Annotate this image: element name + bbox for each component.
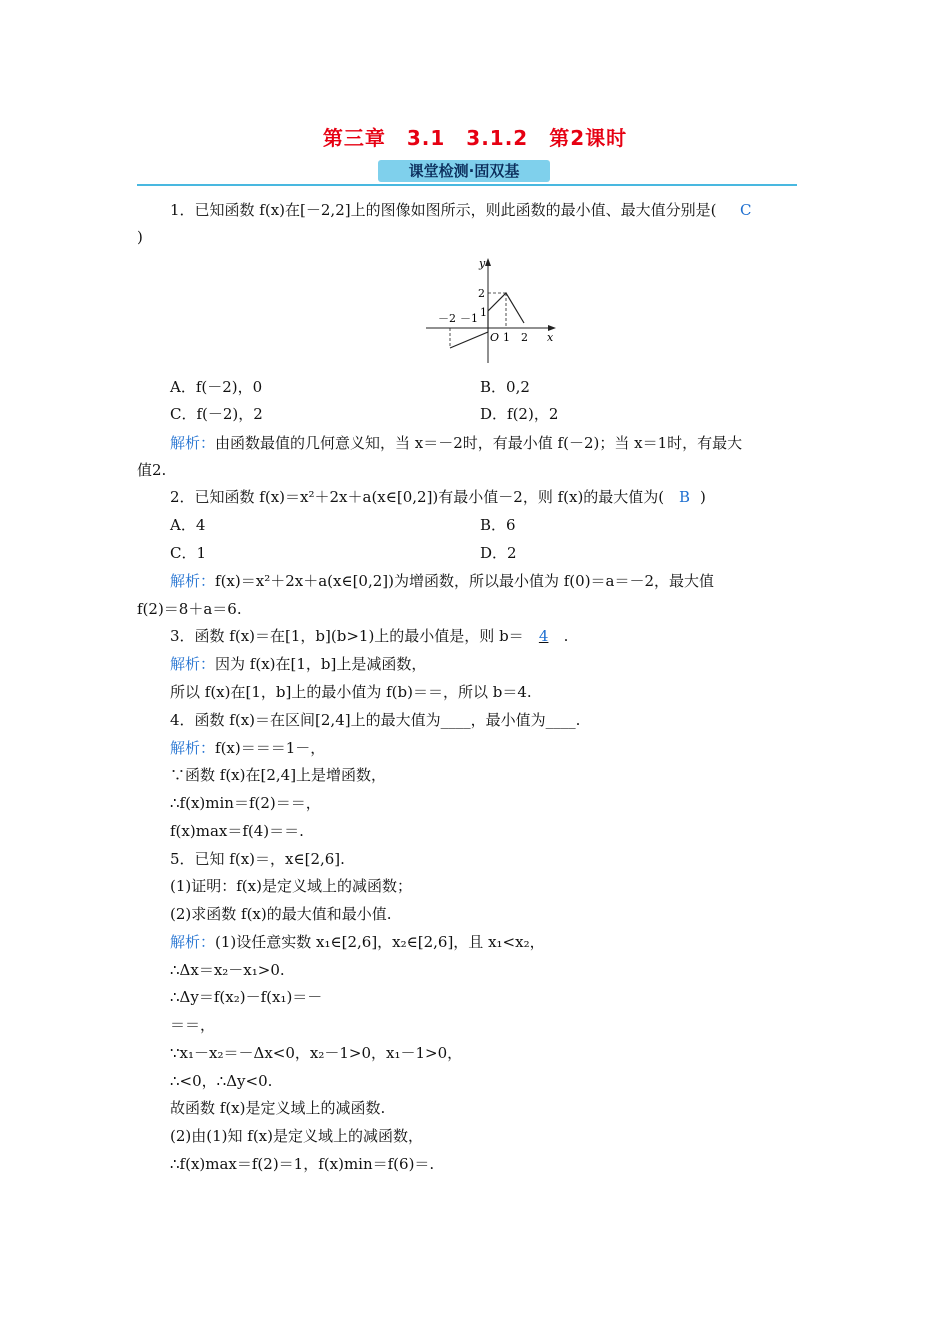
y-axis-arrow — [485, 258, 491, 266]
q5-explanation-line6: ∴<0，∴Δy<0. — [170, 1072, 273, 1090]
q5-explanation-line2: ∴Δx＝x₂－x₁>0. — [170, 961, 285, 979]
section-banner: 课堂检测·固双基 — [378, 160, 550, 182]
x-label: x — [547, 331, 554, 344]
q1-option-d: D．f(2)，2 — [480, 405, 559, 423]
q2-explanation-label: 解析： — [170, 572, 216, 590]
q1-stem-close: ) — [137, 228, 143, 246]
q1-stem-text: 1．已知函数 f(x)在[－2,2]上的图像如图所示，则此函数的最小值、最大值分别是( — [170, 201, 717, 219]
q3-explanation-label: 解析： — [170, 655, 216, 673]
q4-explanation — [170, 738, 325, 758]
q3-stem-text: 3．函数 f(x)＝在[1，b](b>1)上的最小值是，则 b＝ — [170, 627, 524, 645]
q5-explanation-line8: (2)由(1)知 f(x)是定义域上的减函数， — [170, 1127, 423, 1145]
q4-stem: 4．函数 f(x)＝在区间[2,4]上的最大值为____，最小值为____. — [170, 711, 581, 729]
q2-option-a: A．4 — [170, 516, 206, 534]
q2-option-d: D．2 — [480, 544, 517, 562]
q4-explanation-label: 解析： — [170, 739, 216, 757]
q3-stem — [170, 626, 568, 646]
tick-xneg1: －1 — [460, 312, 478, 325]
q1-stem — [170, 200, 752, 220]
q1-explanation-text: 由函数最值的几何意义知，当 x＝－2时，有最小值 f(－2)；当 x＝1时，有最大 — [215, 434, 743, 452]
page-title: 第三章 3.1 3.1.2 第2课时 — [322, 126, 628, 150]
tick-y1: 1 — [480, 306, 487, 319]
q1-explanation-label: 解析： — [170, 434, 216, 452]
q1-answer: C — [740, 201, 752, 219]
y-label: y — [479, 257, 486, 270]
header-rule — [137, 184, 797, 186]
q1-explanation-cont: 值2. — [137, 461, 167, 479]
q3-explanation-cont: 所以 f(x)在[1，b]上的最小值为 f(b)＝＝，所以 b＝4. — [170, 683, 532, 701]
q5-explanation-label: 解析： — [170, 933, 216, 951]
q3-explanation — [170, 654, 426, 674]
q4-explanation-line3: ∴f(x)min＝f(2)＝＝， — [170, 794, 321, 812]
q5-stem: 5．已知 f(x)＝，x∈[2,6]. — [170, 850, 345, 868]
q5-part1: (1)证明：f(x)是定义域上的减函数； — [170, 877, 412, 895]
q2-answer: B — [678, 488, 690, 506]
q5-explanation-text: (1)设任意实数 x₁∈[2,6]，x₂∈[2,6]，且 x₁<x₂， — [215, 933, 545, 951]
q1-option-b: B．0,2 — [480, 378, 530, 396]
q5-explanation-line9: ∴f(x)max＝f(2)＝1，f(x)min＝f(6)＝. — [170, 1155, 435, 1173]
q2-explanation-cont: f(2)＝8＋a＝6. — [137, 600, 242, 618]
q3-explanation-text: 因为 f(x)在[1，b]上是减函数， — [215, 655, 427, 673]
q2-option-b: B．6 — [480, 516, 516, 534]
q2-stem — [170, 487, 706, 507]
tick-x1: 1 — [503, 331, 510, 344]
q5-explanation-line4: ＝＝， — [170, 1016, 216, 1034]
q5-explanation — [170, 932, 545, 952]
q5-explanation-line3: ∴Δy＝f(x₂)－f(x₁)＝－ — [170, 988, 323, 1006]
q2-stem-text: 2．已知函数 f(x)＝x²＋2x＋a(x∈[0,2])有最小值－2，则 f(x)的最大值为( — [170, 488, 665, 506]
q1-function-graph — [420, 255, 560, 371]
tick-y2: 2 — [478, 287, 485, 300]
q1-option-c: C．f(－2)，2 — [170, 405, 263, 423]
q2-stem-close: ) — [699, 488, 706, 506]
tick-xneg2: －2 — [438, 312, 456, 325]
q5-explanation-line5: ∵x₁－x₂＝－Δx<0，x₂－1>0，x₁－1>0， — [170, 1044, 463, 1062]
q3-answer: 4 — [538, 627, 549, 645]
q2-option-c: C．1 — [170, 544, 207, 562]
q5-part2: (2)求函数 f(x)的最大值和最小值. — [170, 905, 392, 923]
q4-explanation-line2: ∵函数 f(x)在[2,4]上是增函数， — [170, 766, 387, 784]
q5-explanation-line7: 故函数 f(x)是定义域上的减函数. — [170, 1099, 386, 1117]
q4-explanation-text: f(x)＝＝＝1－， — [215, 739, 326, 757]
tick-x2: 2 — [521, 331, 528, 344]
q3-stem-end: . — [563, 627, 569, 645]
q2-explanation — [170, 571, 714, 591]
q4-explanation-line4: f(x)max＝f(4)＝＝. — [170, 822, 304, 840]
q1-option-a: A．f(－2)，0 — [170, 378, 263, 396]
origin-label: O — [490, 331, 500, 344]
q1-explanation — [170, 433, 742, 453]
q2-explanation-text: f(x)＝x²＋2x＋a(x∈[0,2])为增函数，所以最小值为 f(0)＝a＝－2，最大值 — [215, 572, 715, 590]
